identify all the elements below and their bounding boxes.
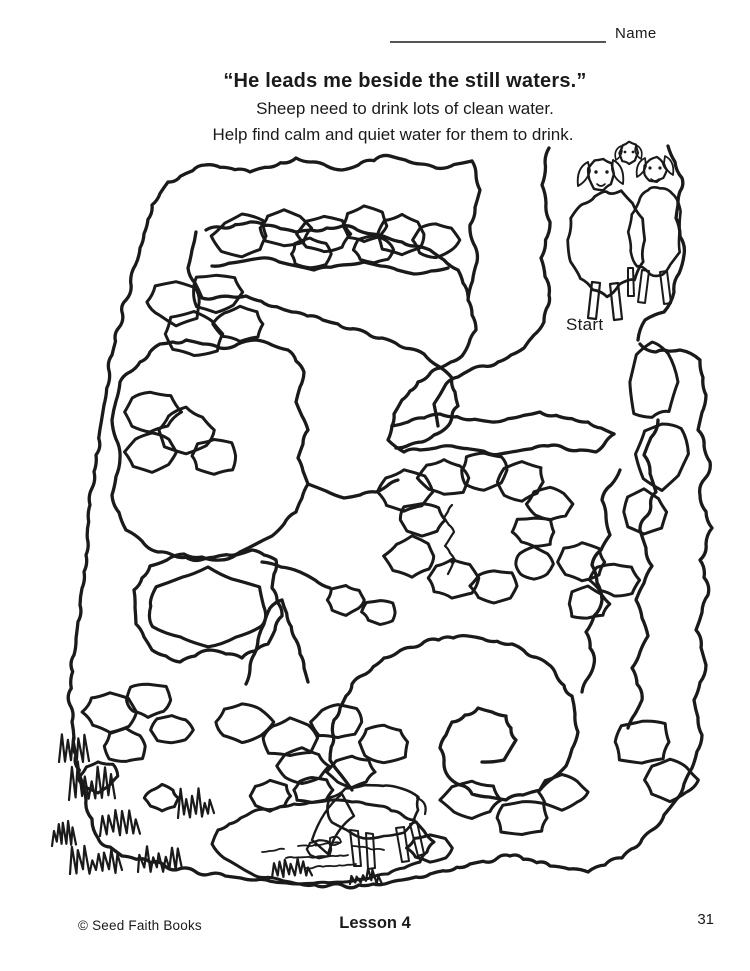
sheep-eye [632,151,635,154]
footer-copyright: © Seed Faith Books [78,918,202,933]
drinking-sheep-illustration [307,785,426,869]
name-blank-line [390,41,606,43]
sheep-leg [638,270,649,303]
pond-ripple [352,846,384,850]
pond-scene [212,800,434,884]
sheep-eye [315,844,318,847]
sheep-body-front [568,191,645,297]
pond-ripple [262,849,284,852]
rock [192,440,236,475]
rock [151,716,194,743]
sheep-eye [648,166,651,169]
wall-path [308,480,398,498]
rock [440,781,501,818]
sheep-nose [651,179,659,181]
instruction-line-1: Sheep need to drink lots of clean water. [256,99,554,118]
sheep-flock-illustration [568,142,681,320]
rock [512,518,554,546]
cloud-rock [149,567,265,647]
sheep-eye [624,151,627,154]
grass-tuft [178,788,214,818]
rock [127,684,171,717]
wall-path [68,155,712,887]
sheep-leg [628,268,634,296]
sheep-ear [612,160,623,184]
grass-tuft [100,810,140,836]
rock [497,462,543,502]
rock [624,489,667,534]
start-label: Start [566,315,604,334]
wall-path [246,600,308,684]
sheep-nose [597,184,605,186]
sheep-eye [658,166,661,169]
rock [159,407,214,454]
wall-path [206,222,468,296]
worksheet-title: “He leads me beside the still waters.” [223,70,587,92]
name-label: Name [615,25,657,42]
rock [82,693,136,733]
rock [327,586,364,616]
rock [104,728,145,761]
rock [211,214,266,257]
rock [311,705,362,738]
rock [645,759,699,801]
footer-lesson: Lesson 4 [339,914,411,932]
instruction-line-2: Help find calm and quiet water for them to drink. [212,125,574,144]
sheep-body-right [628,187,680,276]
rock [428,559,479,598]
sheep-ear [578,162,590,186]
pond-ripple [306,864,356,869]
wall-path [330,636,578,800]
rock [359,725,407,763]
rock [526,487,573,520]
grass-tufts [52,734,382,884]
pond-outline [212,800,434,884]
rock [636,424,689,491]
rock [615,721,669,763]
rock [147,282,199,326]
footer-page-number: 31 [697,911,714,928]
wall-path [112,340,308,560]
rock [327,756,376,787]
rock [384,536,434,577]
rock [413,224,460,258]
wall-path [628,420,658,728]
sheep-eye [605,170,608,173]
rock [362,601,396,625]
rock [297,216,351,251]
pondside-rocks [407,775,589,863]
rock [144,784,178,811]
stream-dot [450,560,453,563]
rock [497,802,547,835]
sheep-eye [594,170,597,173]
rock [125,433,177,473]
rock [558,543,605,581]
grass-tuft [52,821,76,846]
wall-path [392,412,614,434]
rock [539,775,589,811]
rock [516,547,554,579]
grass-tuft [138,846,182,872]
